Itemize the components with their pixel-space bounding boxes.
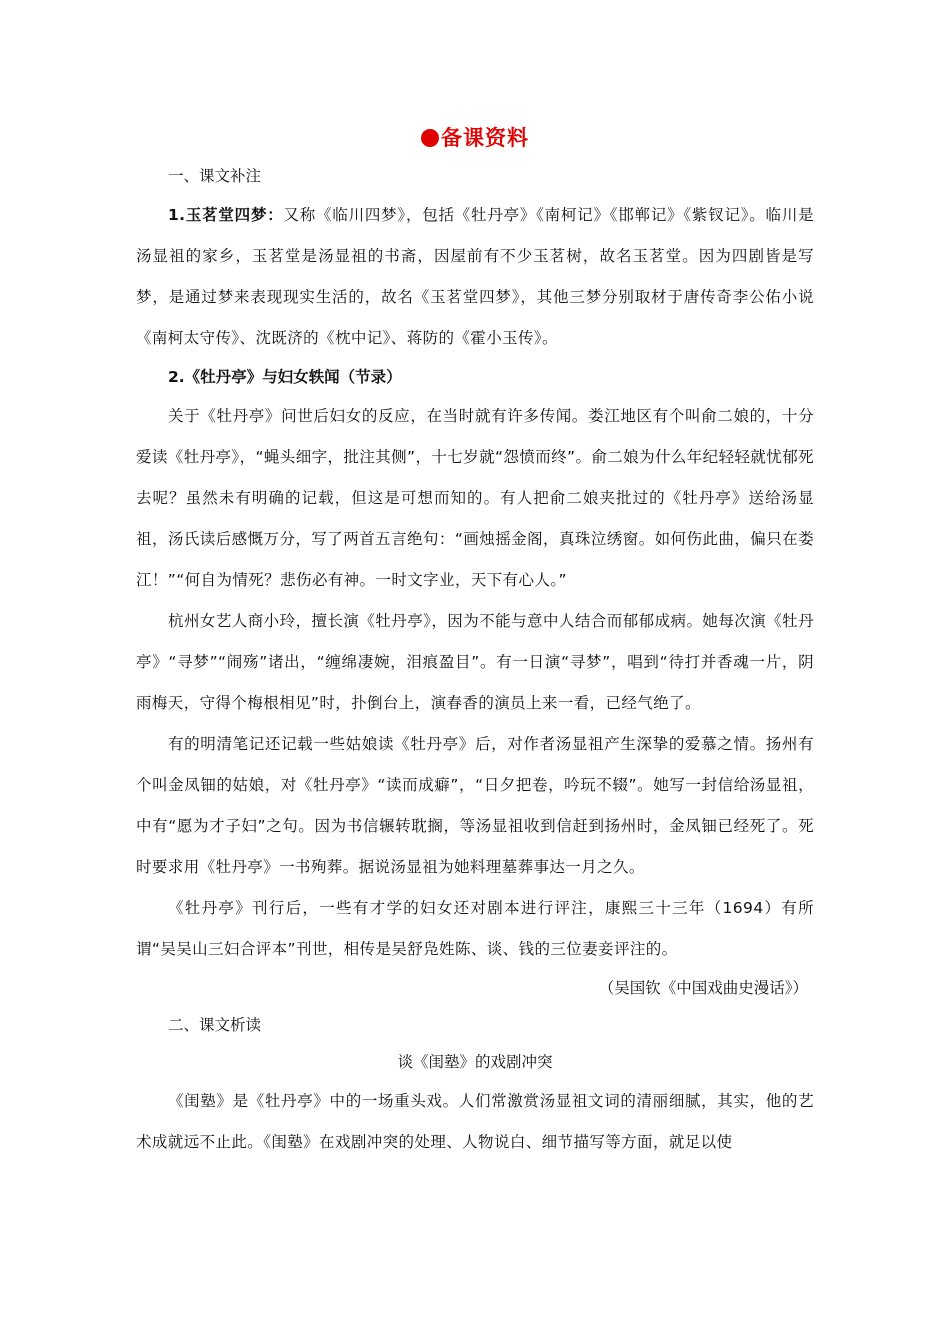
section2-heading: 二、课文析读 bbox=[168, 1016, 262, 1034]
section1-heading: 一、课文补注 bbox=[168, 167, 262, 185]
document-page bbox=[136, 118, 814, 1163]
paragraph-2: 杭州女艺人商小玲，擅长演《牡丹亭》，因为不能与意中人结合而郁郁成病。她每次演《牡丹亭》“寻梦”“闹殇”诸出，“缠绵凄婉，泪痕盈目”。有一日演“寻梦”，唱到“待打并香魂一片，阴雨梅天，守得个梅根相见”时，扑倒台上，演春香的演员上来一看，已经气绝了。 bbox=[136, 612, 814, 712]
paragraph-4: 《牡丹亭》刊行后，一些有才学的妇女还对剧本进行评注，康熙三十三年（1694）有所谓“吴吴山三妇合评本”刊世，相传是吴舒凫姓陈、谈、钱的三位妻妾评注的。 bbox=[136, 899, 814, 958]
item1-label: 1.玉茗堂四梦： bbox=[168, 206, 284, 224]
section2-paragraph: 《闺塾》是《牡丹亭》中的一场重头戏。人们常激赏汤显祖文词的清丽细腻，其实，他的艺术成就远不止此。《闺塾》在戏剧冲突的处理、人物说白、细节描写等方面，就足以使 bbox=[136, 1092, 814, 1151]
source-citation: （吴国钦《中国戏曲史漫话》） bbox=[598, 979, 808, 997]
page-title bbox=[136, 118, 814, 158]
item1-text: 又称《临川四梦》，包括《牡丹亭》《南柯记》《邯郸记》《紫钗记》。临川是汤显祖的家乡，玉茗堂是汤显祖的书斋，因屋前有不少玉茗树，故名玉茗堂。因为四剧皆是写梦，是通过梦来表现现实生活的，故名《玉茗堂四梦》，其他三梦分别取材于唐传奇李公佑小说《南柯太守传》、沈既济的《枕中记》、蒋防的《霍小玉传》。 bbox=[136, 206, 814, 347]
article-title: 谈《闺塾》的戏剧冲突 bbox=[397, 1053, 553, 1071]
paragraph-3: 有的明清笔记还记载一些姑娘读《牡丹亭》后，对作者汤显祖产生深挚的爱慕之情。扬州有个叫金凤钿的姑娘，对《牡丹亭》“读而成癖”，“日夕把卷，吟玩不辍”。她写一封信给汤显祖，中有“愿为才子妇”之句。因为书信辗转耽搁，等汤显祖收到信赶到扬州时，金凤钿已经死了。死时要求用《牡丹亭》一书殉葬。据说汤显祖为她料理墓葬事达一月之久。 bbox=[136, 735, 814, 876]
page-title-text: 备课资料 bbox=[441, 126, 529, 150]
item2-heading: 2.《牡丹亭》与妇女轶闻（节录） bbox=[168, 368, 402, 386]
item1-paragraph bbox=[136, 195, 814, 359]
paragraph-1: 关于《牡丹亭》问世后妇女的反应，在当时就有许多传闻。娄江地区有个叫俞二娘的，十分爱读《牡丹亭》，“蝇头细字，批注其侧”，十七岁就“怨愤而终”。俞二娘为什么年纪轻轻就忧郁死去呢？虽然未有明确的记载，但这是可想而知的。有人把俞二娘夹批过的《牡丹亭》送给汤显祖，汤氏读后感慨万分，写了两首五言绝句：“画烛摇金阁，真珠泣绣窗。如何伤此曲，偏只在娄江！”“何自为情死？悲伤必有神。一时文字业，天下有心人。” bbox=[136, 407, 814, 589]
bullet-icon bbox=[421, 129, 439, 147]
